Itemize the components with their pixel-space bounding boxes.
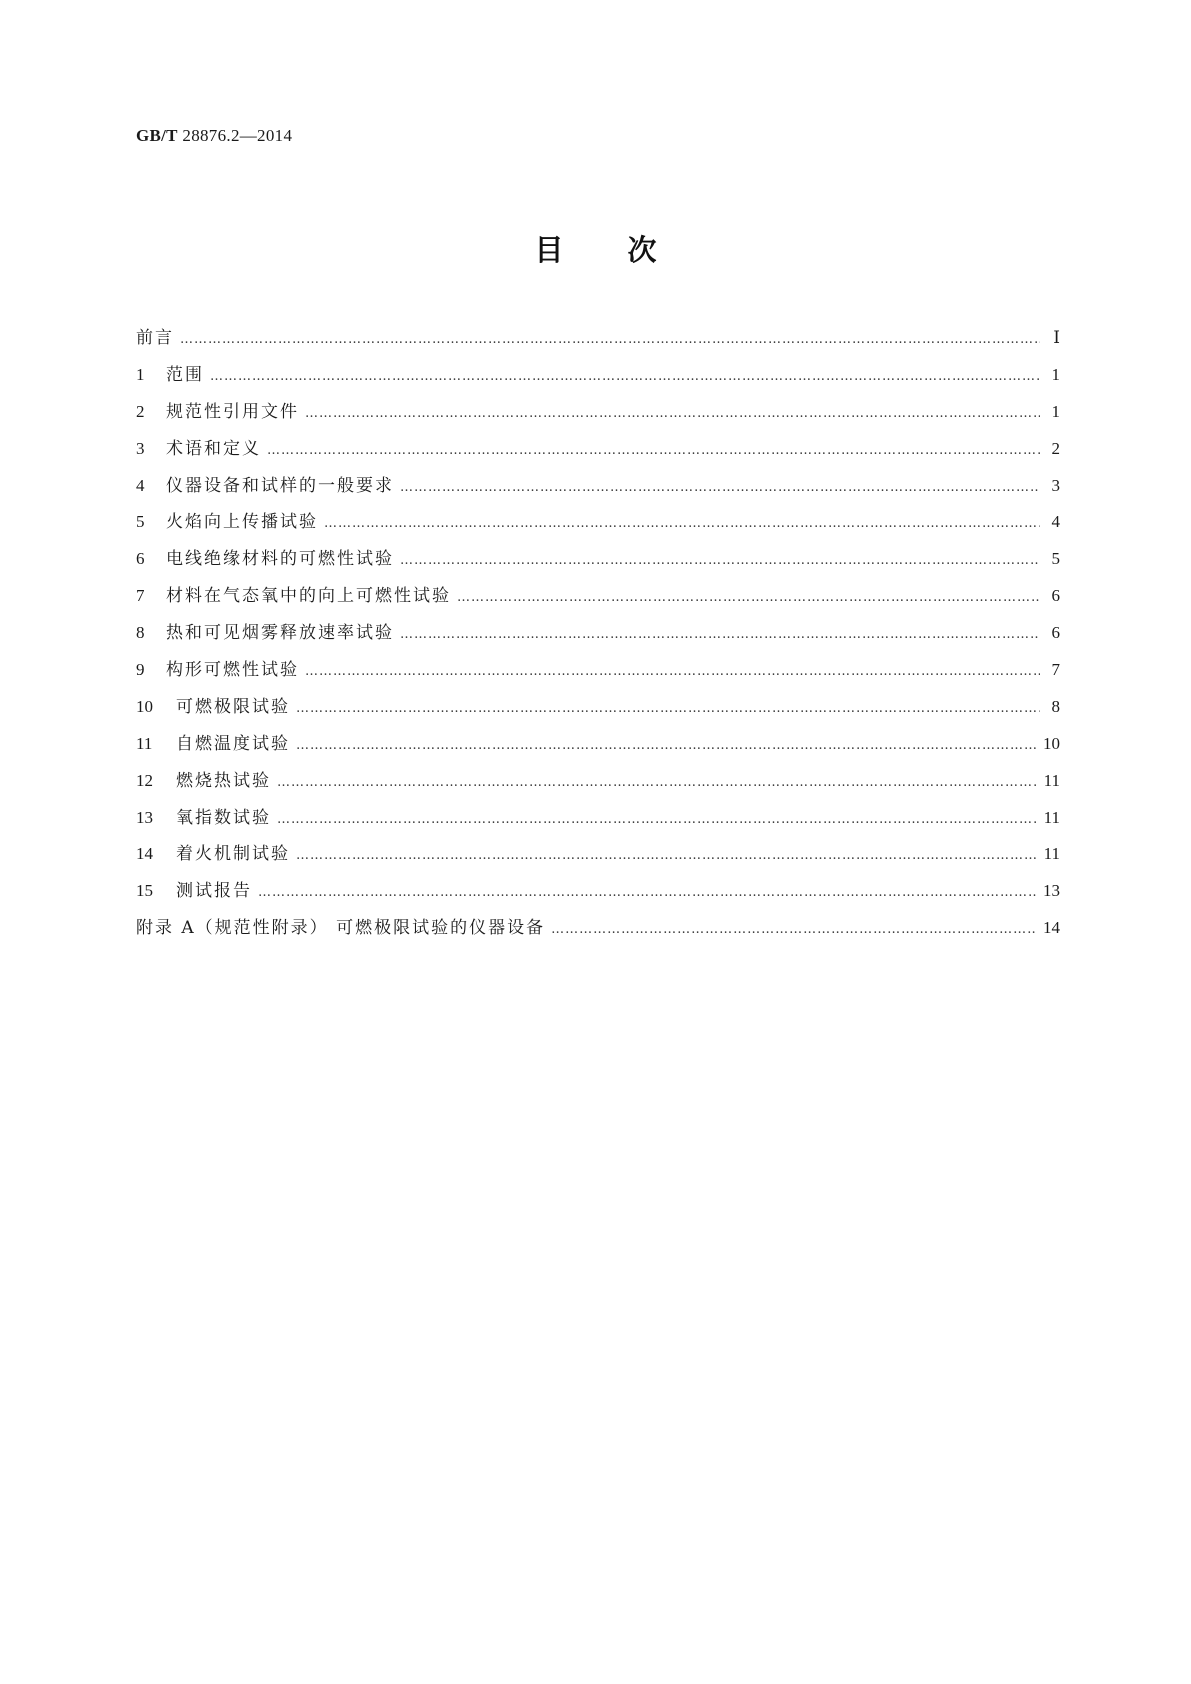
toc-entry-title: 前言 [136, 328, 174, 348]
toc-page-number: 11 [1043, 844, 1060, 864]
title-char-2: 次 [627, 233, 657, 267]
toc-leader-dots [296, 844, 1038, 868]
toc-leader-dots [277, 771, 1038, 795]
toc-entry-title: 电线绝缘材料的可燃性试验 [166, 549, 394, 570]
toc-entry[interactable] [136, 842, 1060, 879]
toc-leader-dots [267, 439, 1040, 463]
toc-entry-title: 自燃温度试验 [176, 733, 290, 754]
toc-leader-dots [296, 697, 1040, 721]
toc-entry-number: 7 [136, 586, 145, 606]
toc-leader-dots [305, 660, 1040, 684]
toc-entry-number: 8 [136, 623, 145, 643]
toc-entry[interactable] [136, 510, 1060, 547]
toc-entry-title: 热和可见烟雾释放速率试验 [166, 623, 394, 644]
toc-entry[interactable] [136, 400, 1060, 437]
toc-entry-title: 燃烧热试验 [176, 770, 271, 791]
toc-entry-title: 构形可燃性试验 [166, 660, 299, 681]
toc-entry-number: 9 [136, 660, 145, 680]
toc-page-number: 7 [1051, 660, 1060, 680]
toc-entry[interactable] [136, 474, 1060, 511]
toc-entry-number: 6 [136, 549, 145, 569]
toc-leader-dots [305, 402, 1040, 426]
standard-header [136, 126, 292, 146]
toc-entry[interactable] [136, 695, 1060, 732]
standard-number: 28876.2—2014 [182, 126, 293, 145]
toc-entry-title: 附录 A（规范性附录） 可燃极限试验的仪器设备 [136, 918, 546, 939]
toc-entry[interactable] [136, 879, 1060, 916]
toc-leader-dots [296, 734, 1037, 758]
toc-entry[interactable] [136, 658, 1060, 695]
toc-leader-dots [400, 623, 1040, 647]
standard-prefix: GB/T [136, 126, 178, 145]
toc-leader-dots [210, 365, 1040, 389]
toc-entry[interactable] [136, 584, 1060, 621]
toc-leader-dots [277, 808, 1038, 832]
toc-entry[interactable] [136, 326, 1060, 363]
title-char-1: 目 [534, 233, 564, 267]
toc-page-number: 11 [1043, 807, 1060, 827]
toc-entry-title: 规范性引用文件 [166, 401, 299, 422]
toc-page-number: 11 [1043, 770, 1060, 790]
toc-entry-title: 材料在气态氧中的向上可燃性试验 [166, 586, 451, 607]
toc-leader-dots [180, 328, 1040, 352]
toc-entry[interactable] [136, 769, 1060, 806]
toc-entry-title: 范围 [166, 364, 204, 385]
table-of-contents [136, 326, 1060, 953]
page-title [0, 228, 1191, 269]
toc-entry-number: 11 [136, 733, 153, 753]
toc-entry[interactable] [136, 916, 1060, 953]
toc-entry-title: 术语和定义 [166, 438, 261, 459]
toc-entry-title: 测试报告 [176, 881, 252, 902]
toc-leader-dots [400, 476, 1040, 500]
toc-entry-number: 13 [136, 807, 153, 827]
toc-entry-number: 1 [136, 364, 145, 384]
toc-entry[interactable] [136, 732, 1060, 769]
toc-leader-dots [400, 549, 1040, 573]
toc-entry-title: 着火机制试验 [176, 844, 290, 865]
toc-entry[interactable] [136, 547, 1060, 584]
toc-entry-number: 3 [136, 438, 145, 458]
toc-page-number: Ⅰ [1053, 328, 1060, 347]
toc-leader-dots [457, 586, 1040, 610]
toc-entry[interactable] [136, 806, 1060, 843]
toc-page-number: 8 [1051, 696, 1060, 716]
toc-entry-number: 12 [136, 770, 153, 790]
toc-page-number: 1 [1051, 364, 1060, 384]
toc-entry[interactable] [136, 437, 1060, 474]
toc-page-number: 14 [1043, 918, 1060, 938]
toc-page-number: 1 [1051, 401, 1060, 421]
toc-entry-number: 15 [136, 881, 153, 901]
toc-leader-dots [324, 512, 1040, 536]
toc-entry-title: 可燃极限试验 [176, 696, 290, 717]
toc-page-number: 5 [1051, 549, 1060, 569]
toc-entry-title: 氧指数试验 [176, 807, 271, 828]
toc-page-number: 4 [1051, 512, 1060, 532]
toc-entry-number: 5 [136, 512, 145, 532]
toc-leader-dots [258, 881, 1037, 905]
toc-entry[interactable] [136, 621, 1060, 658]
toc-entry-number: 4 [136, 475, 145, 495]
toc-leader-dots [551, 918, 1037, 942]
toc-entry-number: 2 [136, 401, 145, 421]
toc-page-number: 6 [1051, 586, 1060, 606]
toc-entry[interactable] [136, 363, 1060, 400]
toc-page-number: 6 [1051, 623, 1060, 643]
toc-entry-title: 仪器设备和试样的一般要求 [166, 475, 394, 496]
toc-page-number: 10 [1043, 733, 1060, 753]
toc-page-number: 13 [1043, 881, 1060, 901]
toc-page-number: 3 [1051, 475, 1060, 495]
toc-entry-number: 10 [136, 696, 153, 716]
toc-page-number: 2 [1051, 438, 1060, 458]
toc-entry-title: 火焰向上传播试验 [166, 512, 318, 533]
toc-entry-number: 14 [136, 844, 153, 864]
